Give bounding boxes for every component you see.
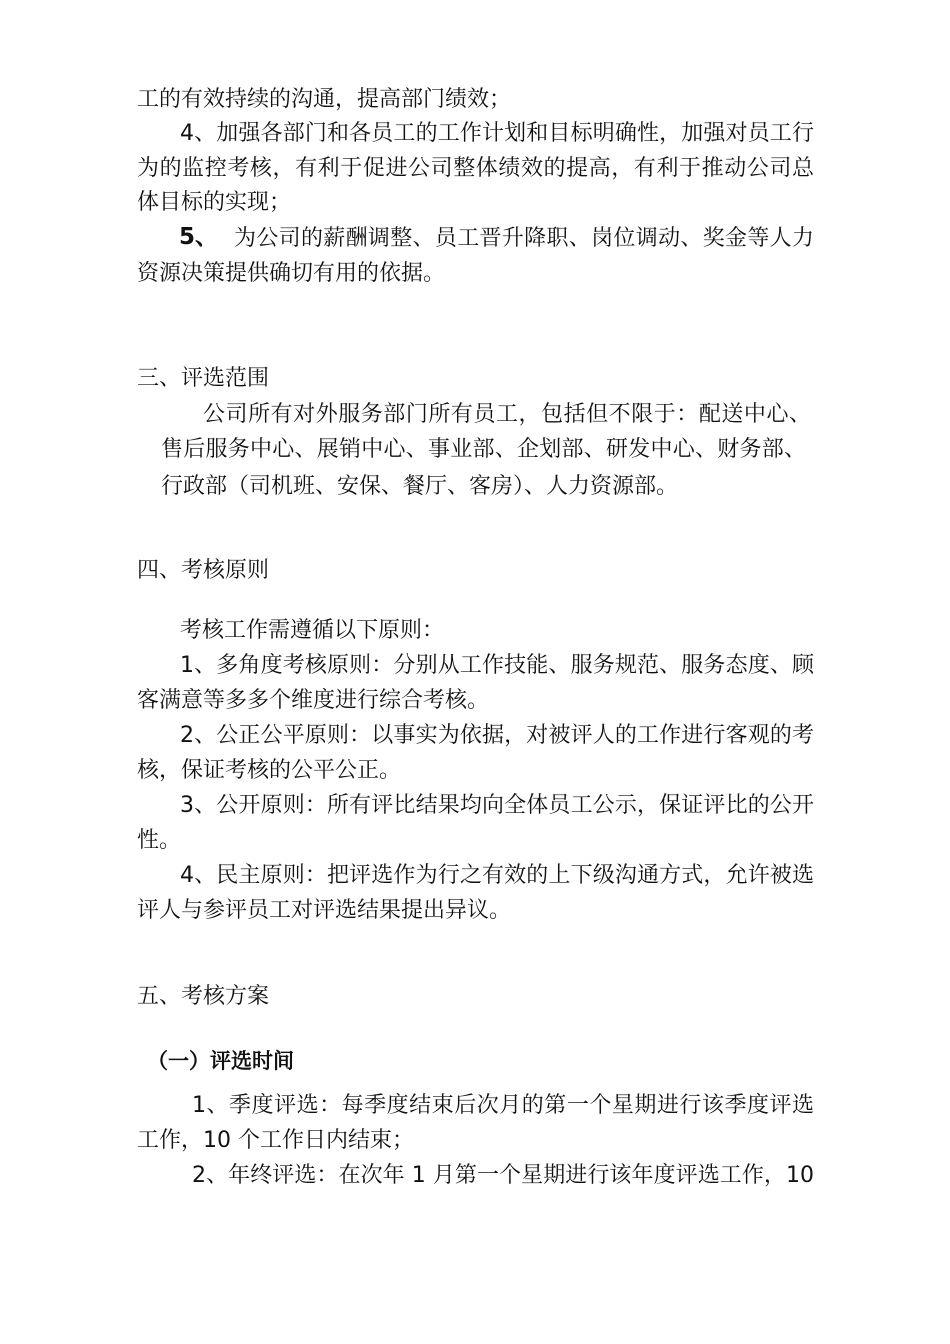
principle-4-line-2: 评人与参评员工对评选结果提出异议。: [137, 898, 512, 923]
purpose-line-1: 工的有效持续的沟通，提高部门绩效；: [137, 87, 512, 112]
section-5-sub-1-heading: （一）评选时间: [147, 1049, 294, 1073]
principle-1-line-2: 客满意等多多个维度进行综合考核。: [137, 688, 490, 713]
principle-3-line-2: 性。: [137, 828, 182, 853]
selection-time-1-line-2: 工作，10 个工作日内结束；: [137, 1128, 414, 1153]
section-3-heading: 三、评选范围: [137, 366, 270, 391]
selection-time-1-line-1: 1、季度评选：每季度结束后次月的第一个星期进行该季度评选: [192, 1093, 814, 1118]
principle-4-line-1: 4、民主原则：把评选作为行之有效的上下级沟通方式，允许被选: [180, 863, 814, 888]
purpose-item-5-number: 5、: [179, 224, 219, 250]
section-4-heading: 四、考核原则: [137, 558, 270, 583]
purpose-item-4-line-3: 体目标的实现；: [137, 190, 292, 215]
selection-time-2-line-1: 2、年终评选：在次年 1 月第一个星期进行该年度评选工作，10: [192, 1163, 814, 1188]
purpose-item-5-line-1: 为公司的薪酬调整、员工晋升降职、岗位调动、奖金等人力: [234, 226, 814, 251]
principle-2-line-2: 核，保证考核的公平公正。: [137, 758, 402, 783]
purpose-item-4-line-2: 为的监控考核，有利于促进公司整体绩效的提高，有利于推动公司总: [137, 156, 814, 181]
principle-1-line-1: 1、多角度考核原则：分别从工作技能、服务规范、服务态度、顾: [180, 653, 814, 678]
section-3-line-3: 行政部（司机班、安保、餐厅、客房）、人力资源部。: [161, 474, 679, 499]
purpose-item-4-line-1: 4、加强各部门和各员工的工作计划和目标明确性，加强对员工行: [180, 121, 814, 146]
section-3-line-2: 售后服务中心、展销中心、事业部、企划部、研发中心、财务部、: [161, 437, 806, 462]
principle-2-line-1: 2、公正公平原则：以事实为依据，对被评人的工作进行客观的考: [180, 723, 814, 748]
purpose-item-5-line-2: 资源决策提供确切有用的依据。: [137, 261, 446, 286]
section-4-intro: 考核工作需遵循以下原则：: [180, 618, 445, 643]
section-3-line-1: 公司所有对外服务部门所有员工，包括但不限于：配送中心、: [203, 402, 811, 427]
section-5-heading: 五、考核方案: [137, 984, 270, 1009]
principle-3-line-1: 3、公开原则：所有评比结果均向全体员工公示，保证评比的公开: [180, 793, 814, 818]
